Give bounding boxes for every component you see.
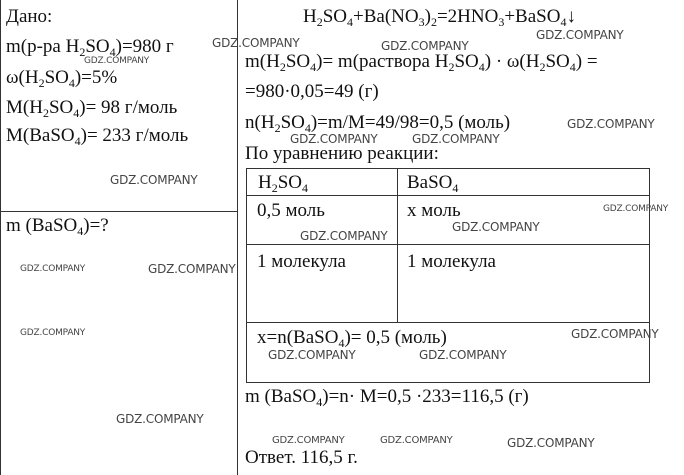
given-find-divider <box>0 211 238 212</box>
watermark: GDZ.COMPANY <box>116 412 204 426</box>
watermark: GDZ.COMPANY <box>290 132 378 146</box>
table-border-bottom <box>246 382 650 383</box>
given-solution-mass: m(р-ра $H_2SO_4)=980$ г <box>6 36 174 59</box>
table-border-left <box>246 168 247 383</box>
watermark: GDZ.COMPANY <box>571 327 659 341</box>
frame-divider-vertical <box>237 0 238 475</box>
table-cell-baso4-molecules: 1 молекула <box>407 251 496 272</box>
table-border-header-bottom <box>246 195 650 196</box>
mass-calculation-line: =980·0,05=49 (г) <box>245 81 379 102</box>
watermark: GDZ.COMPANY <box>272 435 345 446</box>
table-border-middle <box>397 168 398 323</box>
watermark: GDZ.COMPANY <box>452 220 540 234</box>
watermark: GDZ.COMPANY <box>268 348 356 362</box>
watermark: GDZ.COMPANY <box>567 117 655 131</box>
watermark: GDZ.COMPANY <box>148 262 236 276</box>
table-result-row: x=n(BaSO$_4$)= 0,5 (моль) <box>257 327 447 350</box>
given-mass-fraction: $\omega(H_2SO_4)=5\%$ <box>6 67 118 90</box>
mass-formula-line: $m(H_2SO_4)=$ m(раствора $H_2SO_4) \cdot \omega(H_2SO_4)$ = <box>245 51 598 74</box>
given-heading: Дано: <box>6 6 53 27</box>
table-header-h2so4: $H_2SO_4$ <box>258 172 309 195</box>
watermark: GDZ.COMPANY <box>84 56 150 66</box>
find-quantity: m (BaSO$_4$)=? <box>6 215 109 238</box>
watermark: GDZ.COMPANY <box>381 39 469 53</box>
given-molar-mass-baso4: M(BaSO$_4$)= 233 г/моль <box>6 125 189 148</box>
table-header-baso4: BaSO$_4$ <box>407 172 459 195</box>
table-cell-baso4-moles: x моль <box>407 200 461 221</box>
table-cell-h2so4-moles: 0,5 моль <box>257 200 325 221</box>
watermark: GDZ.COMPANY <box>300 229 388 243</box>
watermark: GDZ.COMPANY <box>110 173 198 187</box>
watermark: GDZ.COMPANY <box>412 132 500 146</box>
watermark: GDZ.COMPANY <box>507 436 595 450</box>
watermark: GDZ.COMPANY <box>380 435 453 446</box>
table-cell-h2so4-molecules: 1 молекула <box>257 251 346 272</box>
table-border-row2-bottom <box>246 322 650 323</box>
watermark: GDZ.COMPANY <box>20 328 86 338</box>
frame-left-border <box>0 0 1 475</box>
table-border-row1-bottom <box>246 244 650 245</box>
watermark: GDZ.COMPANY <box>603 204 669 214</box>
watermark: GDZ.COMPANY <box>536 28 624 42</box>
watermark: GDZ.COMPANY <box>419 348 507 362</box>
answer-line: Ответ. 116,5 г. <box>245 447 358 468</box>
moles-calculation-line: $n(H_2SO_4)=m/M=49/98=0,5$ (моль) <box>245 112 511 135</box>
watermark: GDZ.COMPANY <box>212 36 300 50</box>
watermark: GDZ.COMPANY <box>20 264 86 274</box>
reaction-equation: $H_2SO_4+Ba(NO_3)_2=2HNO_3+BaSO_4↓$ <box>303 6 576 29</box>
final-mass-line: m (BaSO$_4$)=n· M=0,5 ·233=116,5 (г) <box>245 386 529 409</box>
given-molar-mass-h2so4: $M(H_2SO_4)= 98$ г/моль <box>6 97 178 120</box>
table-border-right <box>649 168 650 383</box>
by-equation-label: По уравнению реакции: <box>245 143 439 164</box>
table-border-top <box>246 168 650 169</box>
